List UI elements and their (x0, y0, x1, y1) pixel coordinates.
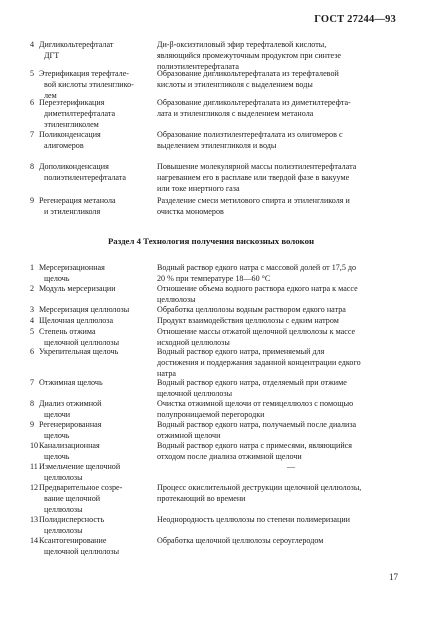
term-number: 8 (30, 399, 35, 408)
definition-line: Водный раствор едкого натра с примесями, являющийся (157, 441, 352, 450)
term-name (39, 378, 153, 389)
term-name-line: диметилтерефталата (44, 108, 116, 118)
term-name-line: лем (44, 90, 57, 100)
term-name-line: щелочи (44, 409, 71, 419)
term-name-line: Модуль мерсеризации (39, 284, 116, 293)
term-name (39, 316, 153, 327)
term-number: 6 (30, 98, 35, 107)
term-name (39, 327, 153, 349)
term-name-line: Дигликольтерефталат (39, 40, 114, 49)
term-name-line: щелочь (44, 430, 70, 440)
term-name (39, 483, 153, 515)
definition-line: Процесс окислительной деструкции щелочной целлюлозы, (157, 483, 362, 492)
term-name-line: Поликонденсация (39, 130, 101, 139)
definition-line: кислоты и этиленгликоля с выделением воды (157, 79, 313, 89)
term-number: 5 (30, 69, 35, 78)
term-definition (157, 327, 400, 349)
term-number: 11 (30, 462, 38, 471)
term-name-line: Диализ отжимной (39, 399, 102, 408)
term-name (39, 263, 153, 285)
term-definition (157, 347, 400, 379)
definition-line: достижения и поддержания заданной концентрации едкого (157, 357, 361, 367)
term-name (39, 420, 153, 442)
definition-line: полиэтилентерефталата (157, 61, 240, 71)
document-id: ГОСТ 27244—93 (314, 14, 396, 25)
definition-line: являющийся промежуточным продуктом при синтезе (157, 50, 342, 60)
term-name-line: Измельчение щелочной (39, 462, 121, 471)
section-title: Раздел 4 Технология получения вискозных волокон (107, 236, 315, 246)
definition-line: исходной целлюлозы (157, 337, 230, 347)
term-name-line: Канализационная (39, 441, 100, 450)
term-number: 5 (30, 327, 35, 336)
term-name (39, 284, 153, 295)
term-definition (157, 98, 400, 120)
term-definition (157, 196, 400, 218)
term-name (39, 347, 153, 358)
term-name-line: Укрепительная щелочь (39, 347, 119, 356)
definition-line: протекающий во времени (157, 493, 246, 503)
definition-line: Ди-β-оксиэтиловый эфир терефталевой кислоты, (157, 40, 327, 49)
term-number: 8 (30, 162, 35, 171)
term-name-line: Степень отжима (39, 327, 96, 336)
term-name (39, 69, 153, 101)
term-name-line: Предварительное созре- (39, 483, 123, 492)
document-header (314, 14, 396, 25)
definition-line: Водный раствор едкого натра, получаемый после диализа (157, 420, 357, 429)
term-definition (157, 536, 400, 547)
term-name-line: целлюлозы (44, 525, 83, 535)
definition-line: Отношение объема водного раствора едкого натра к массе (157, 284, 358, 293)
term-name (39, 462, 153, 484)
term-name (39, 536, 153, 558)
definition-line: Неоднородность целлюлозы по степени полимеризации (157, 515, 350, 524)
definition-line: очистка мономеров (157, 206, 224, 216)
term-name-line: Дополиконденсация (39, 162, 109, 171)
term-name-line: Этерификация терефтале- (39, 69, 129, 78)
definition-line: Образование дигликольтерефталата из диметилтерефта- (157, 98, 351, 107)
definition-line: — (287, 462, 296, 471)
term-name (39, 399, 153, 421)
term-number: 14 (30, 536, 39, 545)
page-number: 17 (389, 572, 398, 582)
definition-line: Очистка отжимной щелочи от гемицеллюлоз с помощью (157, 399, 354, 408)
term-definition (157, 378, 400, 400)
definition-line: выделением этиленгликоля и воды (157, 140, 277, 150)
term-name (39, 98, 153, 130)
term-number: 3 (30, 305, 35, 314)
term-name-line: Ксантогенирование (39, 536, 107, 545)
definition-line: щелочной целлюлозы (157, 388, 233, 398)
definition-line: отходом после диализа отжимной щелочи (157, 451, 302, 461)
definition-line: натра (157, 368, 176, 378)
term-name (39, 515, 153, 537)
term-number: 7 (30, 378, 35, 387)
term-name-line: Регенерированная (39, 420, 102, 429)
term-name-line: Щелочная целлюлоза (39, 316, 114, 325)
term-name-line: целлюлозы (44, 504, 83, 514)
term-name-line: Переэтерификация (39, 98, 105, 107)
term-name-line: щелочной целлюлозы (44, 546, 120, 556)
term-name (39, 196, 153, 218)
definition-line: Разделение смеси метилового спирта и этиленгликоля и (157, 196, 350, 205)
term-number: 9 (30, 420, 35, 429)
term-number: 4 (30, 316, 35, 325)
term-number: 13 (30, 515, 39, 524)
definition-line: Отношение массы отжатой щелочной целлюлозы к массе (157, 327, 356, 336)
term-name-line: этиленгликолем (44, 119, 99, 129)
definition-line: лата и этиленгликоля с выделением метанола (157, 108, 314, 118)
term-definition (157, 316, 400, 327)
term-name (39, 305, 153, 316)
term-name-line: и этиленгликоля (44, 206, 101, 216)
term-definition (157, 130, 400, 152)
term-number: 7 (30, 130, 35, 139)
term-definition (157, 462, 400, 473)
term-name-line: полиэтилентерефталата (44, 172, 127, 182)
definition-line: Водный раствор едкого натра, применяемый для (157, 347, 325, 356)
definition-line: 20 % при температуре 18—60 °С (157, 273, 271, 283)
term-name (39, 162, 153, 184)
term-name-line: щелочь (44, 451, 70, 461)
definition-line: Обработка щелочной целлюлозы сероуглеродом (157, 536, 324, 545)
term-definition (157, 305, 400, 316)
term-name-line: Полидисперсность (39, 515, 105, 524)
term-definition (157, 40, 400, 72)
definition-line: целлюлозы (157, 294, 196, 304)
definition-line: или токе инертного газа (157, 183, 240, 193)
term-name-line: вание щелочной (44, 493, 101, 503)
term-definition (157, 69, 400, 91)
term-definition (157, 284, 400, 306)
term-definition (157, 420, 400, 442)
term-name-line: Отжимная щелочь (39, 378, 103, 387)
term-name (39, 441, 153, 463)
term-number: 2 (30, 284, 35, 293)
term-definition (157, 441, 400, 463)
definition-line: нагреванием его в расплаве или твердой фазе в вакууме (157, 172, 350, 182)
term-number: 9 (30, 196, 35, 205)
term-name (39, 130, 153, 152)
definition-line: Продукт взаимодействия целлюлозы с едким натром (157, 316, 339, 325)
term-name-line: Регенерация метанола (39, 196, 116, 205)
term-name (39, 40, 153, 62)
term-name-line: целлюлозы (44, 472, 83, 482)
term-number: 1 (30, 263, 35, 272)
definition-line: полупроницаемой перегородки (157, 409, 265, 419)
definition-line: Водный раствор едкого натра, отделяемый при отжиме (157, 378, 347, 387)
term-name-line: Мерсеризация целлюлозы (39, 305, 130, 314)
term-name-line: щелочь (44, 273, 70, 283)
definition-line: Обработка целлюлозы водным раствором едкого натра (157, 305, 346, 314)
definition-line: отжимной щелочи (157, 430, 221, 440)
term-number: 12 (30, 483, 39, 492)
term-name-line: вой кислоты этиленглико- (44, 79, 134, 89)
term-name-line: алигомеров (44, 140, 84, 150)
term-definition (157, 263, 400, 285)
definition-line: Образование полиэтилентерефталата из олигомеров с (157, 130, 343, 139)
term-number: 6 (30, 347, 35, 356)
term-number: 4 (30, 40, 35, 49)
term-definition (157, 515, 400, 526)
term-number: 10 (30, 441, 39, 450)
term-name-line: ДГТ (44, 50, 60, 60)
term-name-line: щелочной целлюлозы (44, 337, 120, 347)
term-definition (157, 399, 400, 421)
term-definition (157, 162, 400, 194)
definition-line: Водный раствор едкого натра с массовой долей от 17,5 до (157, 263, 357, 272)
definition-line: Повышение молекулярной массы полиэтилентерефталата (157, 162, 357, 171)
definition-line: Образование дигликольтерефталата из терефталевой (157, 69, 339, 78)
term-definition (157, 483, 400, 505)
term-name-line: Мерсеризационная (39, 263, 105, 272)
